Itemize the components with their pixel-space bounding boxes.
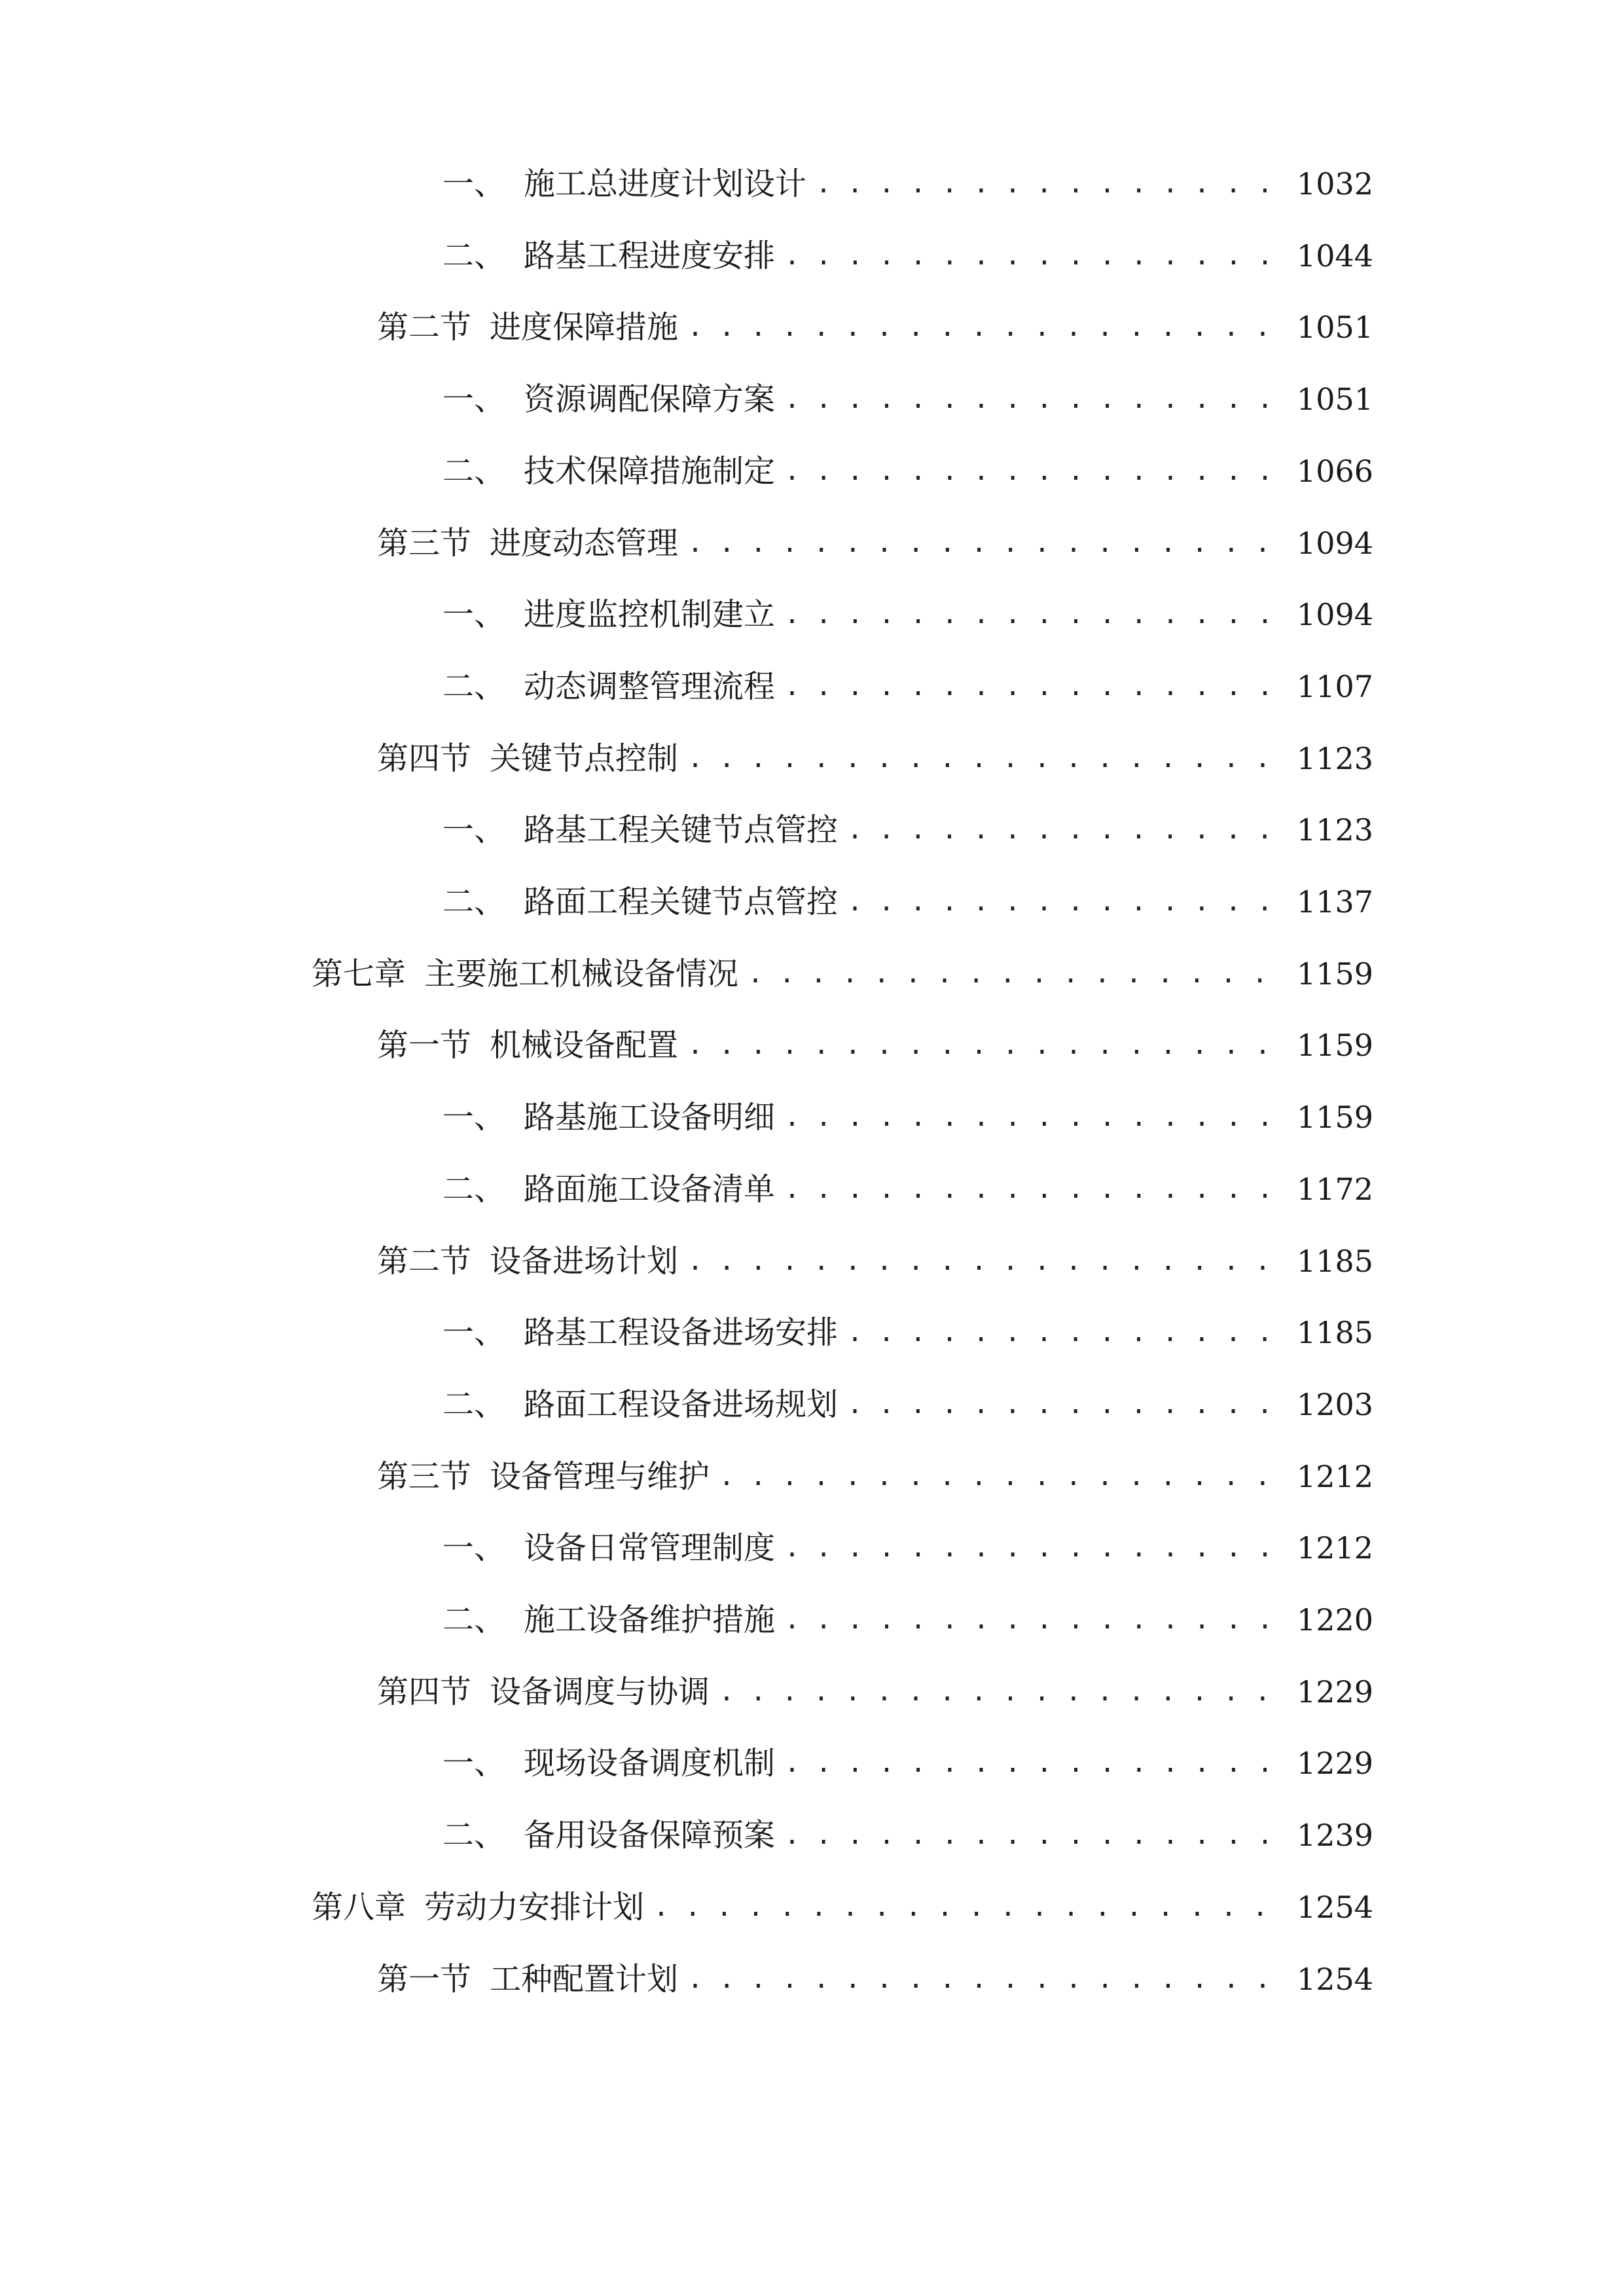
toc-entry-page-number: 1254 <box>1296 1962 1373 1997</box>
toc-entry-number: 第一节 <box>377 1961 472 1998</box>
toc-entry[interactable] <box>442 1297 1373 1369</box>
dot-leader <box>784 1512 1285 1584</box>
toc-entry-page-number: 1185 <box>1296 1244 1373 1279</box>
toc-entry-title: 设备日常管理制度 <box>524 1530 776 1566</box>
toc-entry-number: 第三节 <box>377 525 472 562</box>
toc-entry-title: 现场设备调度机制 <box>524 1745 776 1782</box>
toc-entry-page-number: 1254 <box>1296 1890 1373 1925</box>
toc-entry-page-number: 1229 <box>1296 1674 1373 1710</box>
toc-entry[interactable] <box>442 1081 1373 1153</box>
toc-entry-title: 机械设备配置 <box>490 1027 679 1064</box>
dot-leader <box>784 435 1285 507</box>
toc-entry-number: 二、 <box>442 453 506 490</box>
toc-entry-title: 动态调整管理流程 <box>524 668 776 705</box>
dot-leader <box>847 794 1285 866</box>
toc-entry[interactable] <box>442 220 1373 292</box>
toc-entry-title: 施工设备维护措施 <box>524 1602 776 1638</box>
toc-entry-page-number: 1107 <box>1296 669 1373 704</box>
toc-entry[interactable] <box>377 1656 1373 1728</box>
dot-leader <box>784 651 1285 723</box>
toc-entry-title: 设备进场计划 <box>490 1243 679 1280</box>
toc-entry-number: 二、 <box>442 668 506 705</box>
toc-entry-number: 一、 <box>442 1314 506 1351</box>
toc-entry[interactable] <box>442 435 1373 507</box>
toc-entry[interactable] <box>442 1799 1373 1871</box>
toc-entry-title: 工种配置计划 <box>490 1961 679 1998</box>
toc-entry-page-number: 1159 <box>1296 1100 1373 1135</box>
toc-entry-title: 备用设备保障预案 <box>524 1817 776 1854</box>
toc-entry[interactable] <box>442 1727 1373 1799</box>
toc-entry-title: 技术保障措施制定 <box>524 453 776 490</box>
toc-entry-page-number: 1094 <box>1296 597 1373 632</box>
dot-leader <box>784 1799 1285 1871</box>
dot-leader <box>687 1225 1285 1297</box>
toc-entry-title: 路面工程设备进场规划 <box>524 1386 839 1423</box>
toc-entry[interactable] <box>377 1441 1373 1513</box>
toc-entry-number: 第一节 <box>377 1027 472 1064</box>
toc-entry-number: 第八章 <box>312 1889 406 1926</box>
toc-entry-page-number: 1212 <box>1296 1459 1373 1494</box>
toc-entry-page-number: 1123 <box>1296 812 1373 848</box>
toc-entry-title: 路基工程进度安排 <box>524 238 776 274</box>
toc-entry[interactable] <box>377 291 1373 363</box>
toc-entry[interactable] <box>377 1225 1373 1297</box>
toc-entry-title: 设备管理与维护 <box>490 1458 710 1495</box>
toc-entry[interactable] <box>442 363 1373 435</box>
dot-leader <box>687 291 1285 363</box>
toc-entry-title: 劳动力安排计划 <box>424 1889 645 1926</box>
dot-leader <box>653 1871 1285 1943</box>
dot-leader <box>687 507 1285 579</box>
toc-entry-number: 一、 <box>442 1530 506 1566</box>
dot-leader <box>784 220 1285 292</box>
toc-entry-page-number: 1229 <box>1296 1746 1373 1781</box>
toc-entry-title: 主要施工机械设备情况 <box>424 956 739 992</box>
toc-entry-number: 第四节 <box>377 1674 472 1710</box>
toc-entry[interactable] <box>377 1009 1373 1081</box>
dot-leader <box>687 1943 1285 2015</box>
toc-entry-number: 一、 <box>442 596 506 633</box>
dot-leader <box>847 866 1285 938</box>
toc-entry-page-number: 1032 <box>1296 166 1373 202</box>
toc-entry-number: 第二节 <box>377 309 472 346</box>
toc-entry-page-number: 1094 <box>1296 526 1373 561</box>
toc-entry-number: 第三节 <box>377 1458 472 1495</box>
toc-entry-number: 二、 <box>442 1171 506 1208</box>
toc-entry[interactable] <box>442 1153 1373 1225</box>
dot-leader <box>687 1009 1285 1081</box>
toc-entry-title: 路基工程关键节点管控 <box>524 812 839 848</box>
toc-entry[interactable] <box>442 579 1373 651</box>
toc-entry-number: 二、 <box>442 238 506 274</box>
toc-entry-number: 第四节 <box>377 740 472 777</box>
toc-entry[interactable] <box>312 938 1373 1010</box>
toc-entry[interactable] <box>442 1512 1373 1584</box>
toc-entry-title: 资源调配保障方案 <box>524 381 776 418</box>
toc-entry-number: 二、 <box>442 1386 506 1423</box>
toc-entry-page-number: 1239 <box>1296 1818 1373 1853</box>
dot-leader <box>784 579 1285 651</box>
toc-entry[interactable] <box>442 651 1373 723</box>
toc-entry-number: 第七章 <box>312 956 406 992</box>
toc-entry-page-number: 1203 <box>1296 1387 1373 1422</box>
toc-entry[interactable] <box>442 866 1373 938</box>
dot-leader <box>719 1441 1285 1513</box>
toc-entry-number: 一、 <box>442 381 506 418</box>
toc-entry-number: 二、 <box>442 1817 506 1854</box>
dot-leader <box>784 1584 1285 1656</box>
dot-leader <box>719 1656 1285 1728</box>
toc-entry[interactable] <box>377 507 1373 579</box>
toc-entry-title: 路基工程设备进场安排 <box>524 1314 839 1351</box>
toc-entry-number: 一、 <box>442 1099 506 1136</box>
toc-entry-title: 进度动态管理 <box>490 525 679 562</box>
dot-leader <box>687 723 1285 795</box>
toc-entry-page-number: 1051 <box>1296 310 1373 345</box>
toc-entry-number: 一、 <box>442 812 506 848</box>
toc-entry-title: 进度保障措施 <box>490 309 679 346</box>
toc-entry[interactable] <box>442 794 1373 866</box>
toc-entry-page-number: 1185 <box>1296 1315 1373 1350</box>
toc-entry-number: 一、 <box>442 1745 506 1782</box>
toc-entry-title: 路面施工设备清单 <box>524 1171 776 1208</box>
toc-entry[interactable] <box>377 1943 1373 2015</box>
toc-entry[interactable] <box>442 1369 1373 1441</box>
dot-leader <box>784 1081 1285 1153</box>
toc-entry-page-number: 1044 <box>1296 238 1373 274</box>
dot-leader <box>847 1369 1285 1441</box>
dot-leader <box>748 938 1285 1010</box>
toc-entry-title: 进度监控机制建立 <box>524 596 776 633</box>
toc-entry-number: 二、 <box>442 884 506 920</box>
toc-entry-page-number: 1123 <box>1296 741 1373 776</box>
toc-entry-title: 设备调度与协调 <box>490 1674 710 1710</box>
toc-entry-page-number: 1051 <box>1296 382 1373 417</box>
dot-leader <box>784 1153 1285 1225</box>
toc-entry[interactable] <box>442 148 1373 220</box>
dot-leader <box>784 363 1285 435</box>
toc-entry-title: 施工总进度计划设计 <box>524 166 807 202</box>
toc-entry-title: 路面工程关键节点管控 <box>524 884 839 920</box>
toc-entry[interactable] <box>377 723 1373 795</box>
dot-leader <box>784 1727 1285 1799</box>
toc-entry-page-number: 1172 <box>1296 1172 1373 1207</box>
toc-entry-number: 第二节 <box>377 1243 472 1280</box>
toc-entry[interactable] <box>442 1584 1373 1656</box>
dot-leader <box>847 1297 1285 1369</box>
toc-entry-page-number: 1159 <box>1296 1028 1373 1063</box>
toc-entry-page-number: 1220 <box>1296 1602 1373 1638</box>
toc-entry-page-number: 1066 <box>1296 454 1373 489</box>
toc-entry-page-number: 1212 <box>1296 1530 1373 1566</box>
toc-entry-title: 关键节点控制 <box>490 740 679 777</box>
toc-entry[interactable] <box>312 1871 1373 1943</box>
toc-entry-page-number: 1137 <box>1296 884 1373 920</box>
toc-entry-number: 一、 <box>442 166 506 202</box>
toc-entry-number: 二、 <box>442 1602 506 1638</box>
toc-entry-title: 路基施工设备明细 <box>524 1099 776 1136</box>
dot-leader <box>816 148 1285 220</box>
toc-entry-page-number: 1159 <box>1296 956 1373 992</box>
